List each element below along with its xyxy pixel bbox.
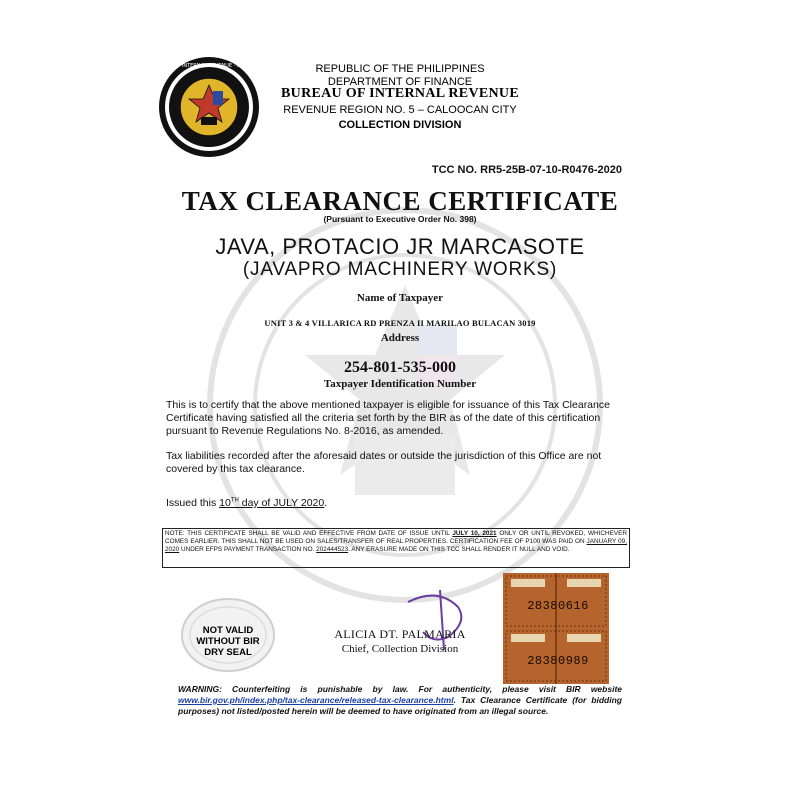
payment-transaction-number: 202444523 [316, 546, 349, 553]
stamp-serial-2: 28380989 [527, 654, 589, 668]
header-department: DEPARTMENT OF FINANCE [327, 76, 473, 88]
signatory-title: Chief, Collection Division [341, 643, 459, 655]
document-title: TAX CLEARANCE CERTIFICATE [181, 186, 619, 216]
header-region: REVENUE REGION NO. 5 – CALOOCAN CITY [283, 104, 517, 116]
issued-date: Issued this 10TH day of JULY 2020. [166, 497, 328, 509]
bir-verification-link[interactable]: www.bir.gov.ph/index.php/tax-clearance/released-tax-clearance.html [178, 695, 454, 705]
counterfeit-warning: WARNING: Counterfeiting is punishable by law. For authenticity, please visit BIR website www.bir.gov.ph/index.php/tax-clearance/released-tax-clearance.html. Tax Clearance Certificate (for bidding purposes) not listed/posted herein will be deemed to have originated from an illegal source. [178, 684, 622, 716]
tcc-number: TCC NO. RR5-25B-07-10-R0476-2020 [431, 164, 622, 176]
validity-note: NOTE: THIS CERTIFICATE SHALL BE VALID AND EFFECTIVE FROM DATE OF ISSUE UNTIL JULY 10, 2021 ONLY OR UNTIL REVOKED, WHICHEVER COMES EARLIER. THIS SHALL NOT BE USED ON SALES/TRANSFER OF REAL PROPERTIES. CERTIFICATION FEE OF P100 WAS PAID ON JANUARY 09, 2020 UNDER EFPS PAYMENT TRANSACTION NO. 202444523. ANY ERASURE MADE ON THIS TCC SHALL RENDER IT NULL AND VOID. [162, 528, 630, 568]
header-division: COLLECTION DIVISION [338, 119, 462, 131]
taxpayer-address: UNIT 3 & 4 VILLARICA RD PRENZA II MARILAO BULACAN 3019 [264, 318, 536, 328]
header-bureau: BUREAU OF INTERNAL REVENUE [281, 86, 519, 101]
coverage-paragraph: Tax liabilities recorded after the aforesaid dates or outside the jurisdiction of this Office are not covered by this tax clearance. [166, 450, 602, 475]
header-republic: REPUBLIC OF THE PHILIPPINES [315, 63, 485, 75]
bir-seal-icon [151, 55, 267, 159]
tin-label: Taxpayer Identification Number [323, 378, 477, 390]
issued-date-value: 10TH day of JULY 2020 [219, 497, 325, 509]
stamp-serial-1: 28380616 [527, 599, 589, 613]
signatory-name: ALICIA DT. PALMARIA [334, 627, 466, 641]
fee-paid-date: JANUARY 09, 2020 [165, 538, 627, 553]
taxpayer-name: JAVA, PROTACIO JR MARCASOTE [215, 234, 585, 259]
dry-seal-notice: NOT VALID WITHOUT BIR DRY SEAL [196, 625, 260, 658]
taxpayer-tin: 254-801-535-000 [344, 359, 456, 376]
certification-paragraph: This is to certify that the above mentioned taxpayer is eligible for issuance of this Tax Clearance Certificate having satisfied all the criteria set forth by the BIR as of the date of this certification pursuant to Revenue Regulations No. 8-2016, as amended. [166, 399, 610, 437]
business-name: (JAVAPRO MACHINERY WORKS) [242, 259, 558, 280]
seal-ring-text: BUREAU OF INTERNAL REVENUE · PHILIPPINES [151, 63, 267, 69]
taxpayer-name-label: Name of Taxpayer [356, 292, 444, 304]
valid-until-date: JULY 10, 2021 [452, 530, 497, 537]
document-subtitle: (Pursuant to Executive Order No. 398) [323, 214, 477, 224]
address-label: Address [380, 332, 420, 344]
